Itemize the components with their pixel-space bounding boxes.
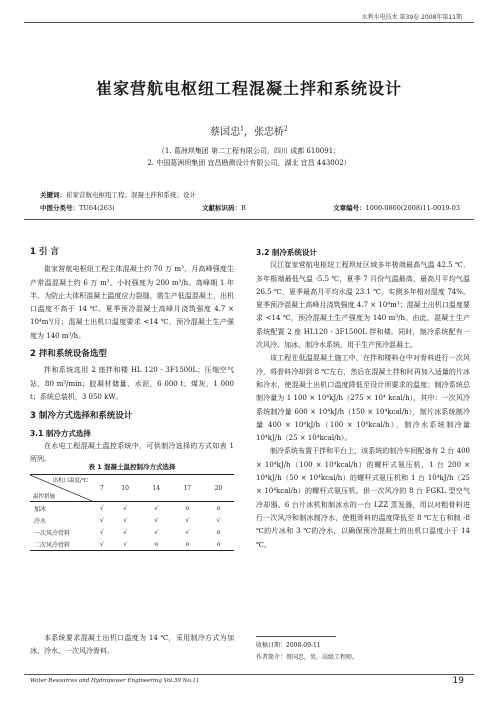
table-cell: √ [154, 504, 159, 512]
table-cell: √ [123, 504, 128, 512]
authors [0, 123, 498, 138]
header-rule [24, 22, 474, 23]
left-column-top [30, 246, 234, 466]
table-cell: √ [110, 538, 141, 551]
table-cell: √ [99, 504, 104, 512]
table-col-header: 17 [172, 475, 203, 502]
section-2-heading: 2 拌和系统设备选型 [30, 349, 107, 360]
table-cell: o [141, 538, 172, 551]
table-cell: √ [185, 528, 190, 536]
corner-top-label: 出机口温度/℃ [52, 478, 88, 484]
right-column [256, 246, 470, 552]
running-header: 水利水电技术 第39卷 2008年第11期 [361, 14, 462, 21]
table-row [30, 526, 234, 538]
right-paragraph-3: 制冷系统布置于拌和平台上，该系统的制冷车间配备有 2 台 400 × 10⁴kJ/h（100 × 10⁴kcal/h）的螺杆式氨压机，1 台 200 × 10⁴kJ/h（50 × 10⁴kcal/h）的螺杆式氨压机和 1 台 10⁴kJ/h（25 × 10⁴kcal/h）的螺杆式氨压机。供一次风冷的 8 台 FGKL 型空气冷却器、6 台片冰机和制冰水的一台 LZZ 蒸发器，用以对粗骨料进行一次风冷和制冰制冷水，使粗骨料的温度降低至 8 ℃左右和制 -8 ℃的片冰和 3 ℃的冷水，以确保预冷混凝土的出机口温度小于 14 ℃。 [256, 447, 470, 549]
author-2: 张忠桥 [254, 127, 284, 138]
table-row [30, 502, 234, 515]
table-cell: √ [216, 516, 221, 524]
table-row [30, 514, 234, 526]
clc-label: 中图分类号： [40, 204, 79, 212]
cooling-method-table [30, 474, 234, 551]
keywords-text: 崔家营航电枢纽工程；混凝土拌和系统；设计 [66, 191, 196, 199]
table-cell: √ [123, 516, 128, 524]
section-3-1-heading: 3.1 制冷方式选择 [30, 428, 91, 438]
table-row-label: 一次风冷骨料 [34, 529, 71, 537]
table-cell: √ [99, 528, 104, 536]
table-cell: √ [99, 516, 104, 524]
table-caption: 表 1 混凝土温控制冷方式选择 [88, 463, 176, 471]
table-col-header: 14 [141, 475, 172, 502]
section-2-paragraph: 拌和系统选用 2 座拌和楼 HL 120 - 3F1500L；压缩空气站，80 m³/min；胶凝材储量，水泥，6 000 t；煤灰，1 000 t；系统总装机，3 050 kW。 [30, 366, 234, 401]
article-id-label: 文章编号： [333, 204, 366, 212]
article-id-value: 1000-0860(2008)11-0019-03 [365, 204, 460, 212]
table-cell: o [216, 528, 221, 536]
table-cell: o [185, 504, 190, 512]
left-bottom-paragraph: 本系统要求混凝土出机口温度为 14 ℃，采用制冷方式为加冰、冷水、一次风冷骨料。 [30, 634, 234, 656]
author-bio: 作者简介：蔡国忠，男，高级工程师。 [256, 654, 359, 661]
table-cell: o [216, 504, 221, 512]
author-separator: ， [244, 127, 254, 138]
classification-line [40, 203, 460, 212]
keywords [40, 190, 196, 199]
table-cell: √ [154, 516, 159, 524]
section-3-heading: 3 制冷方式选择和系统设计 [30, 411, 133, 422]
section-1-paragraph: 崔家营航电枢纽工程主体混凝土约 70 万 m³，月高峰强度生产常温混凝土约 6 万 m³。小时强度为 200 m³/h。高峰期 1 年半。为防止大体积混凝土温度应力裂缝，需生产低温混凝土，出机口温度不高于 14 ℃。夏季预冷混凝土高峰月浇筑强度 4.7 × 10⁴m³/月；混凝土出机口温度要求 <14 ℃，预冷混凝土生产强度为 140 m³/h。 [30, 265, 234, 340]
doc-code-label: 文献标识码： [201, 204, 241, 212]
corner-bottom-label: 温控措施 [33, 494, 56, 500]
table-cell: o [203, 538, 234, 551]
page-number: 19 [452, 676, 464, 686]
table-col-header: 10 [110, 475, 141, 502]
keywords-label: 关键词： [40, 191, 66, 199]
table-row [30, 538, 234, 551]
table-cell: √ [123, 528, 128, 536]
author-2-sup: 2 [284, 125, 288, 133]
section-1-heading: 1 引 言 [30, 247, 59, 257]
doc-code-value: B [240, 204, 246, 212]
table-header-row [30, 475, 234, 502]
table-cell: √ [154, 528, 159, 536]
right-paragraph-2: 该工程在低温混凝土施工中，在拌和楼料仓中对骨料进行一次风冷，将骨料冷却到 8 ℃左右，然后在混凝土拌和时再加入适量的片冰和冷水，使混凝土出机口温度降低至设计所要求的温度；制冷系统总制冷量为 1 100 × 10⁴kJ/h（275 × 10⁴ kcal/h），其中：一次风冷系统制冷量 600 × 10⁴kJ/h（150 × 10⁴kcal/h），制片冰系统制冷量 400 × 10⁴kJ/h（100 × 10⁴kcal/h），制冷水系统制冷量 10⁴kJ/h（25 × 10⁴kcal/h）。 [256, 354, 470, 443]
received-date: 收稿日期：2008-09-11 [256, 642, 321, 649]
affiliation-2: 2. 中国葛洲坝集团 宜昌勘测设计有限公司，湖北 宜昌 443002） [147, 159, 351, 167]
section-3-2-heading: 3.2 制冷系统设计 [256, 248, 317, 257]
table-row-label: 冷水 [34, 517, 47, 525]
table-cell: o [172, 538, 203, 551]
clc-value: TU64(263) [79, 204, 115, 212]
section-rule [24, 219, 474, 220]
table-row-label: 二次风冷骨料 [30, 538, 94, 551]
table-corner-cell [30, 475, 94, 502]
table-cell: √ [185, 516, 190, 524]
right-paragraph-1: 汉江崔家营航电枢纽工程坝址区域多年极端最高气温 42.5 ℃，多年极端最低气温 -5.5 ℃，夏季 7 月份气温最高，最高月平均气温 26.5 ℃，夏季最高月平均水温 23.1 ℃，实测多年相对湿度 74%。夏季预冷混凝土高峰月浇筑强度 4.7 × 10⁴m³；混凝土出机口温度要求 <14 ℃，预冷混凝土生产强度为 140 m³/h。由此，混凝土生产系统配置 2 座 HL120 - 3F1500L 拌和楼。同时，制冷系统配有一次风冷、加冰、制冷水系统，用于生产预冷混凝土。 [256, 261, 470, 350]
journal-footer: Water Resources and Hydropower Engineering Vol.39 No.11 [30, 678, 200, 684]
author-1-sup: 1 [240, 125, 244, 133]
section-3-1-paragraph: 在水电工程混凝土温控系统中，可供制冷选择的方式如表 1 所列。 [30, 441, 234, 464]
footer-rule [24, 674, 474, 675]
table-col-header: 20 [203, 475, 234, 502]
footnote-rule [256, 636, 336, 637]
affiliation-1: （1. 葛洲坝集团 第二工程有限公司，四川 成都 610091； [157, 147, 341, 155]
table-cell: √ [94, 538, 110, 551]
table-col-header: 7 [94, 475, 110, 502]
paper-title: 崔家营航电枢纽工程混凝土拌和系统设计 [95, 79, 402, 98]
table-row-label: 加冰 [34, 505, 47, 513]
author-1: 蔡国忠 [210, 127, 241, 138]
